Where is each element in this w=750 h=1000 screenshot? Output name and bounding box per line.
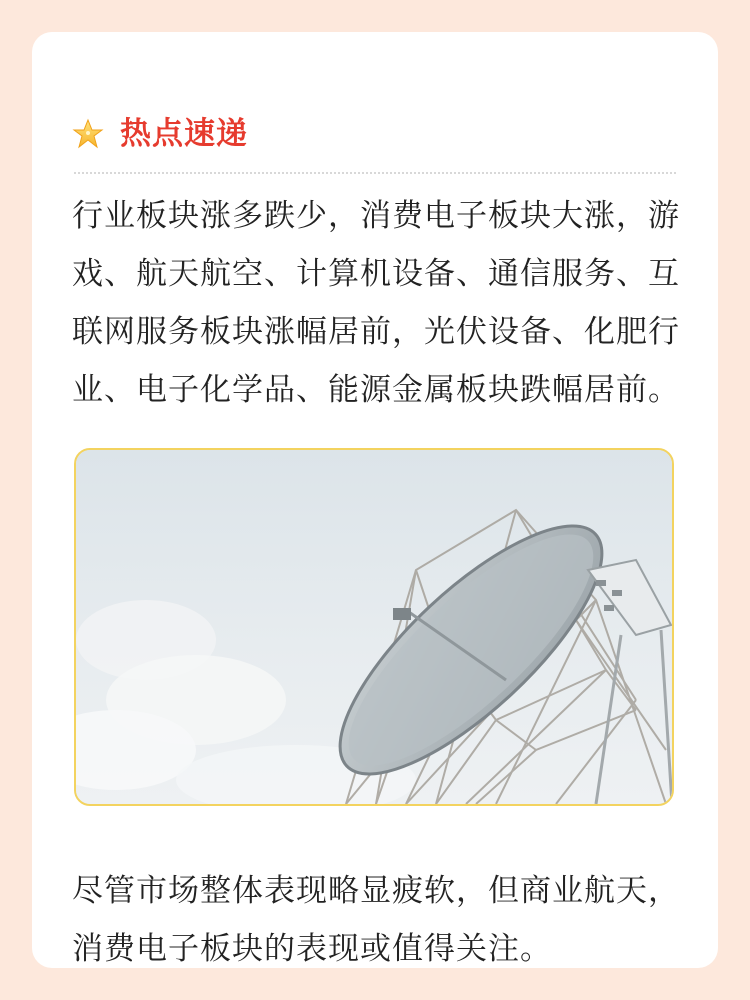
radio-telescope-image (74, 448, 674, 806)
content-card (32, 32, 718, 968)
star-icon (72, 118, 104, 150)
paragraph-intro: 行业板块涨多跌少，消费电子板块大涨，游戏、航天航空、计算机设备、通信服务、互联网服务板块涨幅居前，光伏设备、化肥行业、电子化学品、能源金属板块跌幅居前。 (72, 198, 680, 408)
section-header (72, 114, 248, 154)
paragraph-summary: 尽管市场整体表现略显疲软，但商业航天，消费电子板块的表现或值得关注。 (72, 873, 680, 967)
dotted-divider (74, 172, 676, 174)
section-title: 热点速递 (120, 116, 248, 152)
